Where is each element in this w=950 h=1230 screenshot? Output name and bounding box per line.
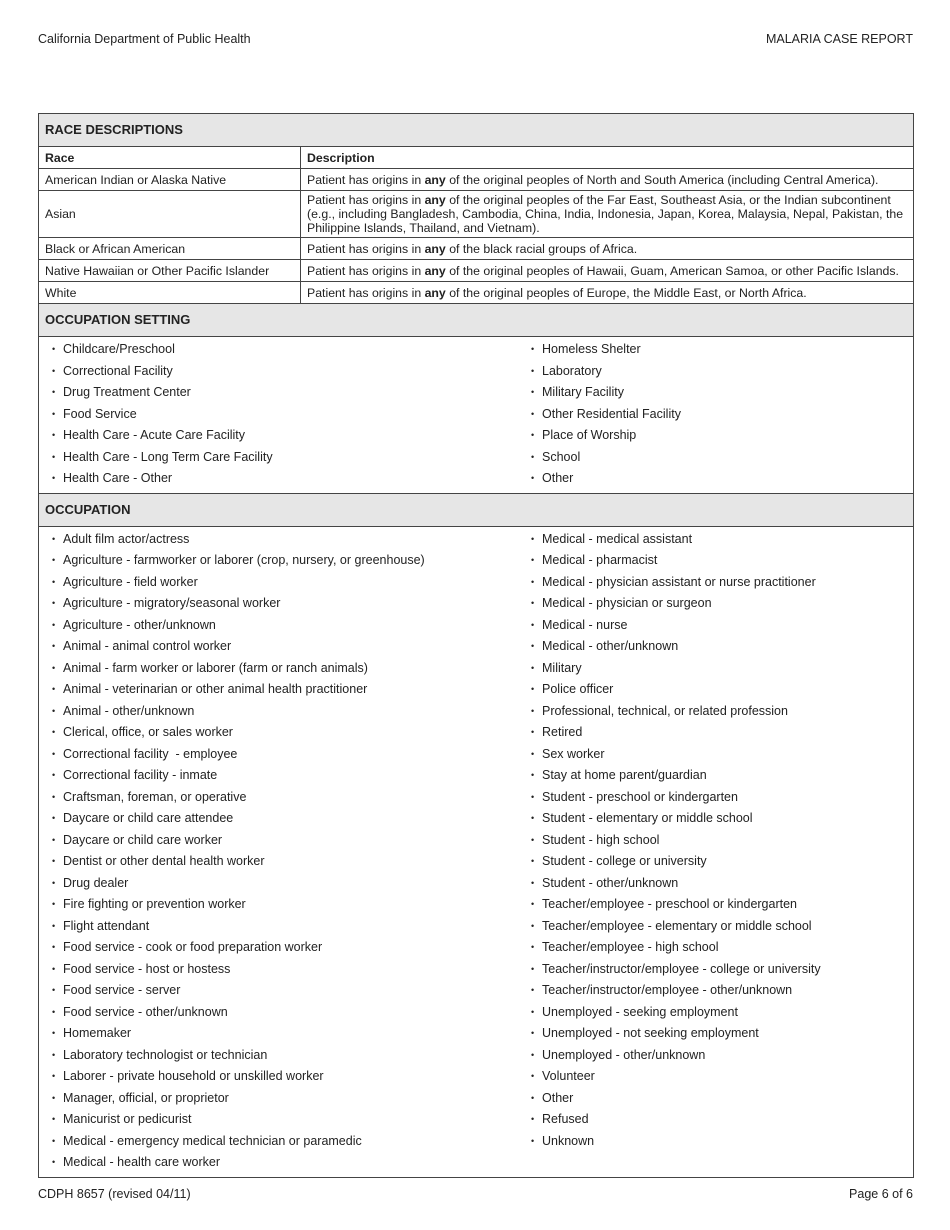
list-item <box>518 447 913 469</box>
bullet-icon: • <box>531 619 535 630</box>
race-row <box>39 282 913 304</box>
description-prefix: Patient has origins in <box>307 263 425 278</box>
list-item-label: Agriculture - other/unknown <box>63 617 216 632</box>
list-item <box>518 808 913 830</box>
list-item <box>39 339 518 361</box>
list-item-label: Homemaker <box>63 1026 132 1040</box>
bullet-icon: • <box>52 985 56 995</box>
bullet-icon: • <box>52 813 56 823</box>
bullet-icon: • <box>531 748 535 759</box>
list-item <box>518 1066 913 1088</box>
list-item <box>518 1109 913 1131</box>
list-item <box>39 1002 518 1024</box>
list-item <box>518 1131 913 1153</box>
list-item <box>518 1045 913 1067</box>
list-item <box>518 873 913 895</box>
list-item <box>39 1066 518 1088</box>
race-description <box>301 191 914 238</box>
list-item-label: Unemployed - not seeking employment <box>542 1026 759 1040</box>
occupation-setting-left-column <box>39 339 518 490</box>
bullet-icon: • <box>52 1135 56 1146</box>
list-item-label: Animal - other/unknown <box>63 703 195 718</box>
bullet-icon: • <box>531 641 535 651</box>
race-row <box>39 169 913 191</box>
bullet-icon: • <box>531 684 535 694</box>
bullet-icon: • <box>531 365 535 376</box>
list-item-label: Student - elementary or middle school <box>542 811 753 825</box>
list-item-label: Correctional facility - employee <box>63 746 238 761</box>
list-item <box>518 425 913 447</box>
header-report-title: MALARIA CASE REPORT <box>765 32 913 46</box>
list-item-label: Manicurist or pedicurist <box>63 1112 192 1126</box>
bullet-icon: • <box>52 1092 56 1103</box>
list-item-label: Stay at home parent/guardian <box>542 768 707 782</box>
list-item <box>518 894 913 916</box>
occupation-setting-list <box>39 337 913 493</box>
bullet-icon: • <box>52 877 56 888</box>
bullet-icon: • <box>531 834 535 845</box>
list-item <box>39 722 518 744</box>
race-description <box>301 238 914 260</box>
list-item-label: Medical - medical assistant <box>542 531 693 546</box>
bullet-icon: • <box>531 1071 535 1081</box>
list-item <box>518 636 913 658</box>
list-item-label: Childcare/Preschool <box>63 342 175 356</box>
bullet-icon: • <box>531 555 535 565</box>
list-item-label: Correctional Facility <box>63 363 173 378</box>
list-item-label: Food Service <box>63 406 137 421</box>
list-item <box>518 1088 913 1110</box>
bullet-icon: • <box>531 1006 535 1017</box>
list-item-label: Student - college or university <box>542 854 707 868</box>
list-item <box>518 382 913 404</box>
bullet-icon: • <box>531 813 535 823</box>
list-item-label: Health Care - Acute Care Facility <box>63 428 246 442</box>
race-table-header <box>39 147 913 169</box>
list-item <box>39 1131 518 1153</box>
list-item <box>518 830 913 852</box>
bullet-icon: • <box>531 770 535 780</box>
list-item-label: Medical - pharmacist <box>542 553 658 567</box>
bullet-icon: • <box>52 834 56 845</box>
occupation-list <box>39 527 913 1177</box>
bullet-icon: • <box>531 942 535 952</box>
bullet-icon: • <box>52 1157 56 1167</box>
occupation-right-column <box>518 529 913 1174</box>
list-item-label: Student - other/unknown <box>542 875 679 890</box>
list-item-label: Medical - emergency medical technician or paramedic <box>63 1133 362 1148</box>
list-item-label: Refused <box>542 1112 589 1126</box>
list-item <box>518 959 913 981</box>
list-item <box>39 593 518 615</box>
list-item-label: Food service - host or hostess <box>63 961 231 976</box>
list-item-label: Teacher/instructor/employee - other/unknown <box>542 983 793 997</box>
bullet-icon: • <box>531 1028 535 1038</box>
list-item <box>518 744 913 766</box>
description-emphasis: any <box>424 172 446 187</box>
list-item-label: Drug dealer <box>63 875 129 890</box>
bullet-icon: • <box>531 877 535 888</box>
bullet-icon: • <box>531 1092 535 1103</box>
list-item-label: Teacher/employee - elementary or middle school <box>542 918 812 933</box>
bullet-icon: • <box>531 727 535 737</box>
bullet-icon: • <box>531 1114 535 1124</box>
list-item <box>39 404 518 426</box>
list-item <box>518 851 913 873</box>
bullet-icon: • <box>52 408 56 419</box>
list-item-label: Flight attendant <box>63 918 150 933</box>
bullet-icon: • <box>52 1006 56 1017</box>
list-item <box>39 894 518 916</box>
description-emphasis: any <box>424 263 446 278</box>
form-frame <box>38 113 914 1178</box>
race-row <box>39 238 913 260</box>
occupation-title: OCCUPATION <box>39 493 913 527</box>
bullet-icon: • <box>52 1114 56 1124</box>
race-description <box>301 169 914 191</box>
bullet-icon: • <box>52 791 56 802</box>
bullet-icon: • <box>52 662 56 673</box>
bullet-icon: • <box>531 1049 535 1060</box>
list-item <box>518 615 913 637</box>
list-item-label: Place of Worship <box>542 428 637 442</box>
list-item <box>518 658 913 680</box>
race-name: Black or African American <box>39 238 301 260</box>
bullet-icon: • <box>52 641 56 651</box>
list-item <box>39 959 518 981</box>
description-prefix: Patient has origins in <box>307 193 425 207</box>
list-item-label: Food service - server <box>63 983 181 997</box>
bullet-icon: • <box>52 387 56 397</box>
bullet-icon: • <box>531 451 535 462</box>
description-prefix: Patient has origins in <box>307 285 425 300</box>
list-item <box>39 572 518 594</box>
list-item <box>39 679 518 701</box>
list-item-label: Health Care - Long Term Care Facility <box>63 449 273 464</box>
list-item-label: Medical - nurse <box>542 617 628 632</box>
footer-page-number: Page 6 of 6 <box>849 1187 913 1201</box>
list-item <box>39 468 518 490</box>
description-column-header: Description <box>301 147 914 169</box>
list-item <box>518 1023 913 1045</box>
list-item-label: Daycare or child care attendee <box>63 811 234 825</box>
bullet-icon: • <box>52 942 56 952</box>
list-item-label: Dentist or other dental health worker <box>63 854 265 868</box>
list-item <box>518 937 913 959</box>
bullet-icon: • <box>531 899 535 909</box>
bullet-icon: • <box>531 430 535 440</box>
bullet-icon: • <box>531 533 535 544</box>
description-emphasis: any <box>424 241 446 256</box>
list-item-label: Laboratory <box>542 363 602 378</box>
list-item-label: Unknown <box>542 1133 595 1148</box>
description-emphasis: any <box>424 193 446 207</box>
list-item <box>39 550 518 572</box>
list-item-label: Fire fighting or prevention worker <box>63 897 246 911</box>
race-description <box>301 260 914 282</box>
bullet-icon: • <box>531 791 535 802</box>
race-name: Native Hawaiian or Other Pacific Islander <box>39 260 301 282</box>
description-emphasis: any <box>424 285 446 300</box>
list-item-label: Agriculture - migratory/seasonal worker <box>63 596 281 610</box>
list-item-label: Other Residential Facility <box>542 406 681 421</box>
bullet-icon: • <box>52 770 56 780</box>
bullet-icon: • <box>52 1028 56 1038</box>
bullet-icon: • <box>531 662 535 673</box>
list-item-label: Professional, technical, or related profession <box>542 703 788 718</box>
bullet-icon: • <box>531 408 535 419</box>
list-item <box>39 382 518 404</box>
list-item <box>518 468 913 490</box>
list-item <box>518 787 913 809</box>
race-table <box>39 147 913 303</box>
bullet-icon: • <box>52 963 56 974</box>
list-item <box>39 1152 518 1174</box>
bullet-icon: • <box>52 619 56 630</box>
list-item <box>39 1088 518 1110</box>
list-item-label: Daycare or child care worker <box>63 832 223 847</box>
bullet-icon: • <box>52 344 56 354</box>
list-item <box>39 916 518 938</box>
bullet-icon: • <box>52 727 56 737</box>
list-item <box>518 722 913 744</box>
bullet-icon: • <box>52 473 56 483</box>
list-item <box>39 615 518 637</box>
list-item-label: Military <box>542 660 582 675</box>
list-item <box>39 636 518 658</box>
bullet-icon: • <box>52 899 56 909</box>
list-item-label: School <box>542 449 581 464</box>
list-item-label: Agriculture - farmworker or laborer (crop, nursery, or greenhouse) <box>63 553 425 567</box>
list-item <box>39 425 518 447</box>
occupation-setting-right-column <box>518 339 913 490</box>
bullet-icon: • <box>52 430 56 440</box>
description-suffix: of the original peoples of Hawaii, Guam, American Samoa, or other Pacific Islands. <box>445 263 899 278</box>
bullet-icon: • <box>531 856 535 866</box>
list-item-label: Adult film actor/actress <box>63 531 190 546</box>
list-item <box>518 550 913 572</box>
list-item-label: Food service - other/unknown <box>63 1004 228 1019</box>
list-item-label: Food service - cook or food preparation worker <box>63 940 323 954</box>
race-section-title: RACE DESCRIPTIONS <box>39 114 913 147</box>
race-row <box>39 191 913 238</box>
list-item <box>39 980 518 1002</box>
list-item-label: Student - preschool or kindergarten <box>542 789 738 804</box>
description-suffix: of the black racial groups of Africa. <box>445 241 638 256</box>
list-item-label: Agriculture - field worker <box>63 574 198 589</box>
list-item-label: Other <box>542 471 574 485</box>
description-prefix: Patient has origins in <box>307 241 425 256</box>
list-item <box>39 701 518 723</box>
list-item <box>518 572 913 594</box>
bullet-icon: • <box>52 748 56 759</box>
race-row <box>39 260 913 282</box>
list-item-label: Medical - physician or surgeon <box>542 596 712 610</box>
bullet-icon: • <box>52 451 56 462</box>
bullet-icon: • <box>531 705 535 716</box>
bullet-icon: • <box>52 856 56 866</box>
list-item <box>39 529 518 551</box>
list-item-label: Manager, official, or proprietor <box>63 1090 229 1105</box>
bullet-icon: • <box>52 533 56 544</box>
list-item-label: Medical - physician assistant or nurse practitioner <box>542 574 816 589</box>
list-item-label: Police officer <box>542 682 614 696</box>
list-item-label: Student - high school <box>542 832 660 847</box>
description-suffix: of the original peoples of North and South America (including Central America). <box>445 172 879 187</box>
list-item <box>518 593 913 615</box>
list-item-label: Teacher/employee - high school <box>542 940 719 954</box>
bullet-icon: • <box>52 365 56 376</box>
description-suffix: of the original peoples of the Far East, Southeast Asia, or the Indian subcontinent (e.g., including Bangladesh, Cambodia, China, India, Indonesia, Japan, Korea, Malaysia, Nepal, Pakistan, the Philippine Islands, Thailand, and Vietnam). <box>307 193 904 235</box>
list-item <box>518 980 913 1002</box>
list-item-label: Laboratory technologist or technician <box>63 1047 268 1062</box>
list-item <box>39 658 518 680</box>
list-item-label: Health Care - Other <box>63 471 173 485</box>
occupation-setting-title: OCCUPATION SETTING <box>39 303 913 337</box>
description-suffix: of the original peoples of Europe, the Middle East, or North Africa. <box>445 285 807 300</box>
list-item <box>39 851 518 873</box>
list-item <box>518 361 913 383</box>
bullet-icon: • <box>531 963 535 974</box>
list-item <box>39 1109 518 1131</box>
list-item <box>518 701 913 723</box>
list-item <box>39 830 518 852</box>
bullet-icon: • <box>531 473 535 483</box>
list-item-label: Animal - farm worker or laborer (farm or ranch animals) <box>63 660 368 675</box>
list-item <box>39 1045 518 1067</box>
list-item-label: Clerical, office, or sales worker <box>63 725 233 739</box>
description-prefix: Patient has origins in <box>307 172 425 187</box>
list-item-label: Animal - veterinarian or other animal health practitioner <box>63 682 368 696</box>
bullet-icon: • <box>531 985 535 995</box>
list-item-label: Correctional facility - inmate <box>63 768 218 782</box>
list-item-label: Laborer - private household or unskilled worker <box>63 1069 324 1083</box>
bullet-icon: • <box>531 920 535 931</box>
bullet-icon: • <box>52 555 56 565</box>
list-item <box>39 1023 518 1045</box>
list-item <box>39 873 518 895</box>
list-item-label: Unemployed - other/unknown <box>542 1047 706 1062</box>
list-item-label: Other <box>542 1090 574 1105</box>
list-item <box>39 447 518 469</box>
occupation-left-column <box>39 529 518 1174</box>
list-item <box>39 937 518 959</box>
list-item <box>39 787 518 809</box>
header-org: California Department of Public Health <box>38 32 251 46</box>
bullet-icon: • <box>52 705 56 716</box>
list-item-label: Homeless Shelter <box>542 342 641 356</box>
bullet-icon: • <box>52 598 56 608</box>
list-item-label: Drug Treatment Center <box>63 385 191 399</box>
list-item-label: Animal - animal control worker <box>63 639 232 653</box>
list-item <box>518 765 913 787</box>
race-name: American Indian or Alaska Native <box>39 169 301 191</box>
list-item <box>39 744 518 766</box>
race-column-header: Race <box>39 147 301 169</box>
bullet-icon: • <box>531 598 535 608</box>
list-item-label: Volunteer <box>542 1069 595 1083</box>
race-name: White <box>39 282 301 304</box>
list-item <box>39 765 518 787</box>
race-description <box>301 282 914 304</box>
list-item <box>39 361 518 383</box>
list-item <box>518 916 913 938</box>
bullet-icon: • <box>52 1049 56 1060</box>
list-item <box>518 529 913 551</box>
list-item-label: Medical - health care worker <box>63 1155 221 1169</box>
list-item <box>518 339 913 361</box>
list-item-label: Retired <box>542 725 583 739</box>
list-item-label: Teacher/instructor/employee - college or university <box>542 961 821 976</box>
bullet-icon: • <box>531 576 535 587</box>
bullet-icon: • <box>52 1071 56 1081</box>
bullet-icon: • <box>531 1135 535 1146</box>
footer-form-id: CDPH 8657 (revised 04/11) <box>38 1187 191 1201</box>
bullet-icon: • <box>531 344 535 354</box>
list-item-label: Medical - other/unknown <box>542 639 679 653</box>
bullet-icon: • <box>531 387 535 397</box>
bullet-icon: • <box>52 576 56 587</box>
list-item-label: Unemployed - seeking employment <box>542 1004 738 1019</box>
list-item <box>518 1002 913 1024</box>
list-item-label: Teacher/employee - preschool or kindergarten <box>542 897 797 911</box>
list-item-label: Sex worker <box>542 746 605 761</box>
bullet-icon: • <box>52 684 56 694</box>
list-item-label: Military Facility <box>542 385 624 399</box>
bullet-icon: • <box>52 920 56 931</box>
list-item <box>518 679 913 701</box>
list-item <box>39 808 518 830</box>
list-item <box>518 404 913 426</box>
list-item-label: Craftsman, foreman, or operative <box>63 789 247 804</box>
race-name: Asian <box>39 191 301 238</box>
